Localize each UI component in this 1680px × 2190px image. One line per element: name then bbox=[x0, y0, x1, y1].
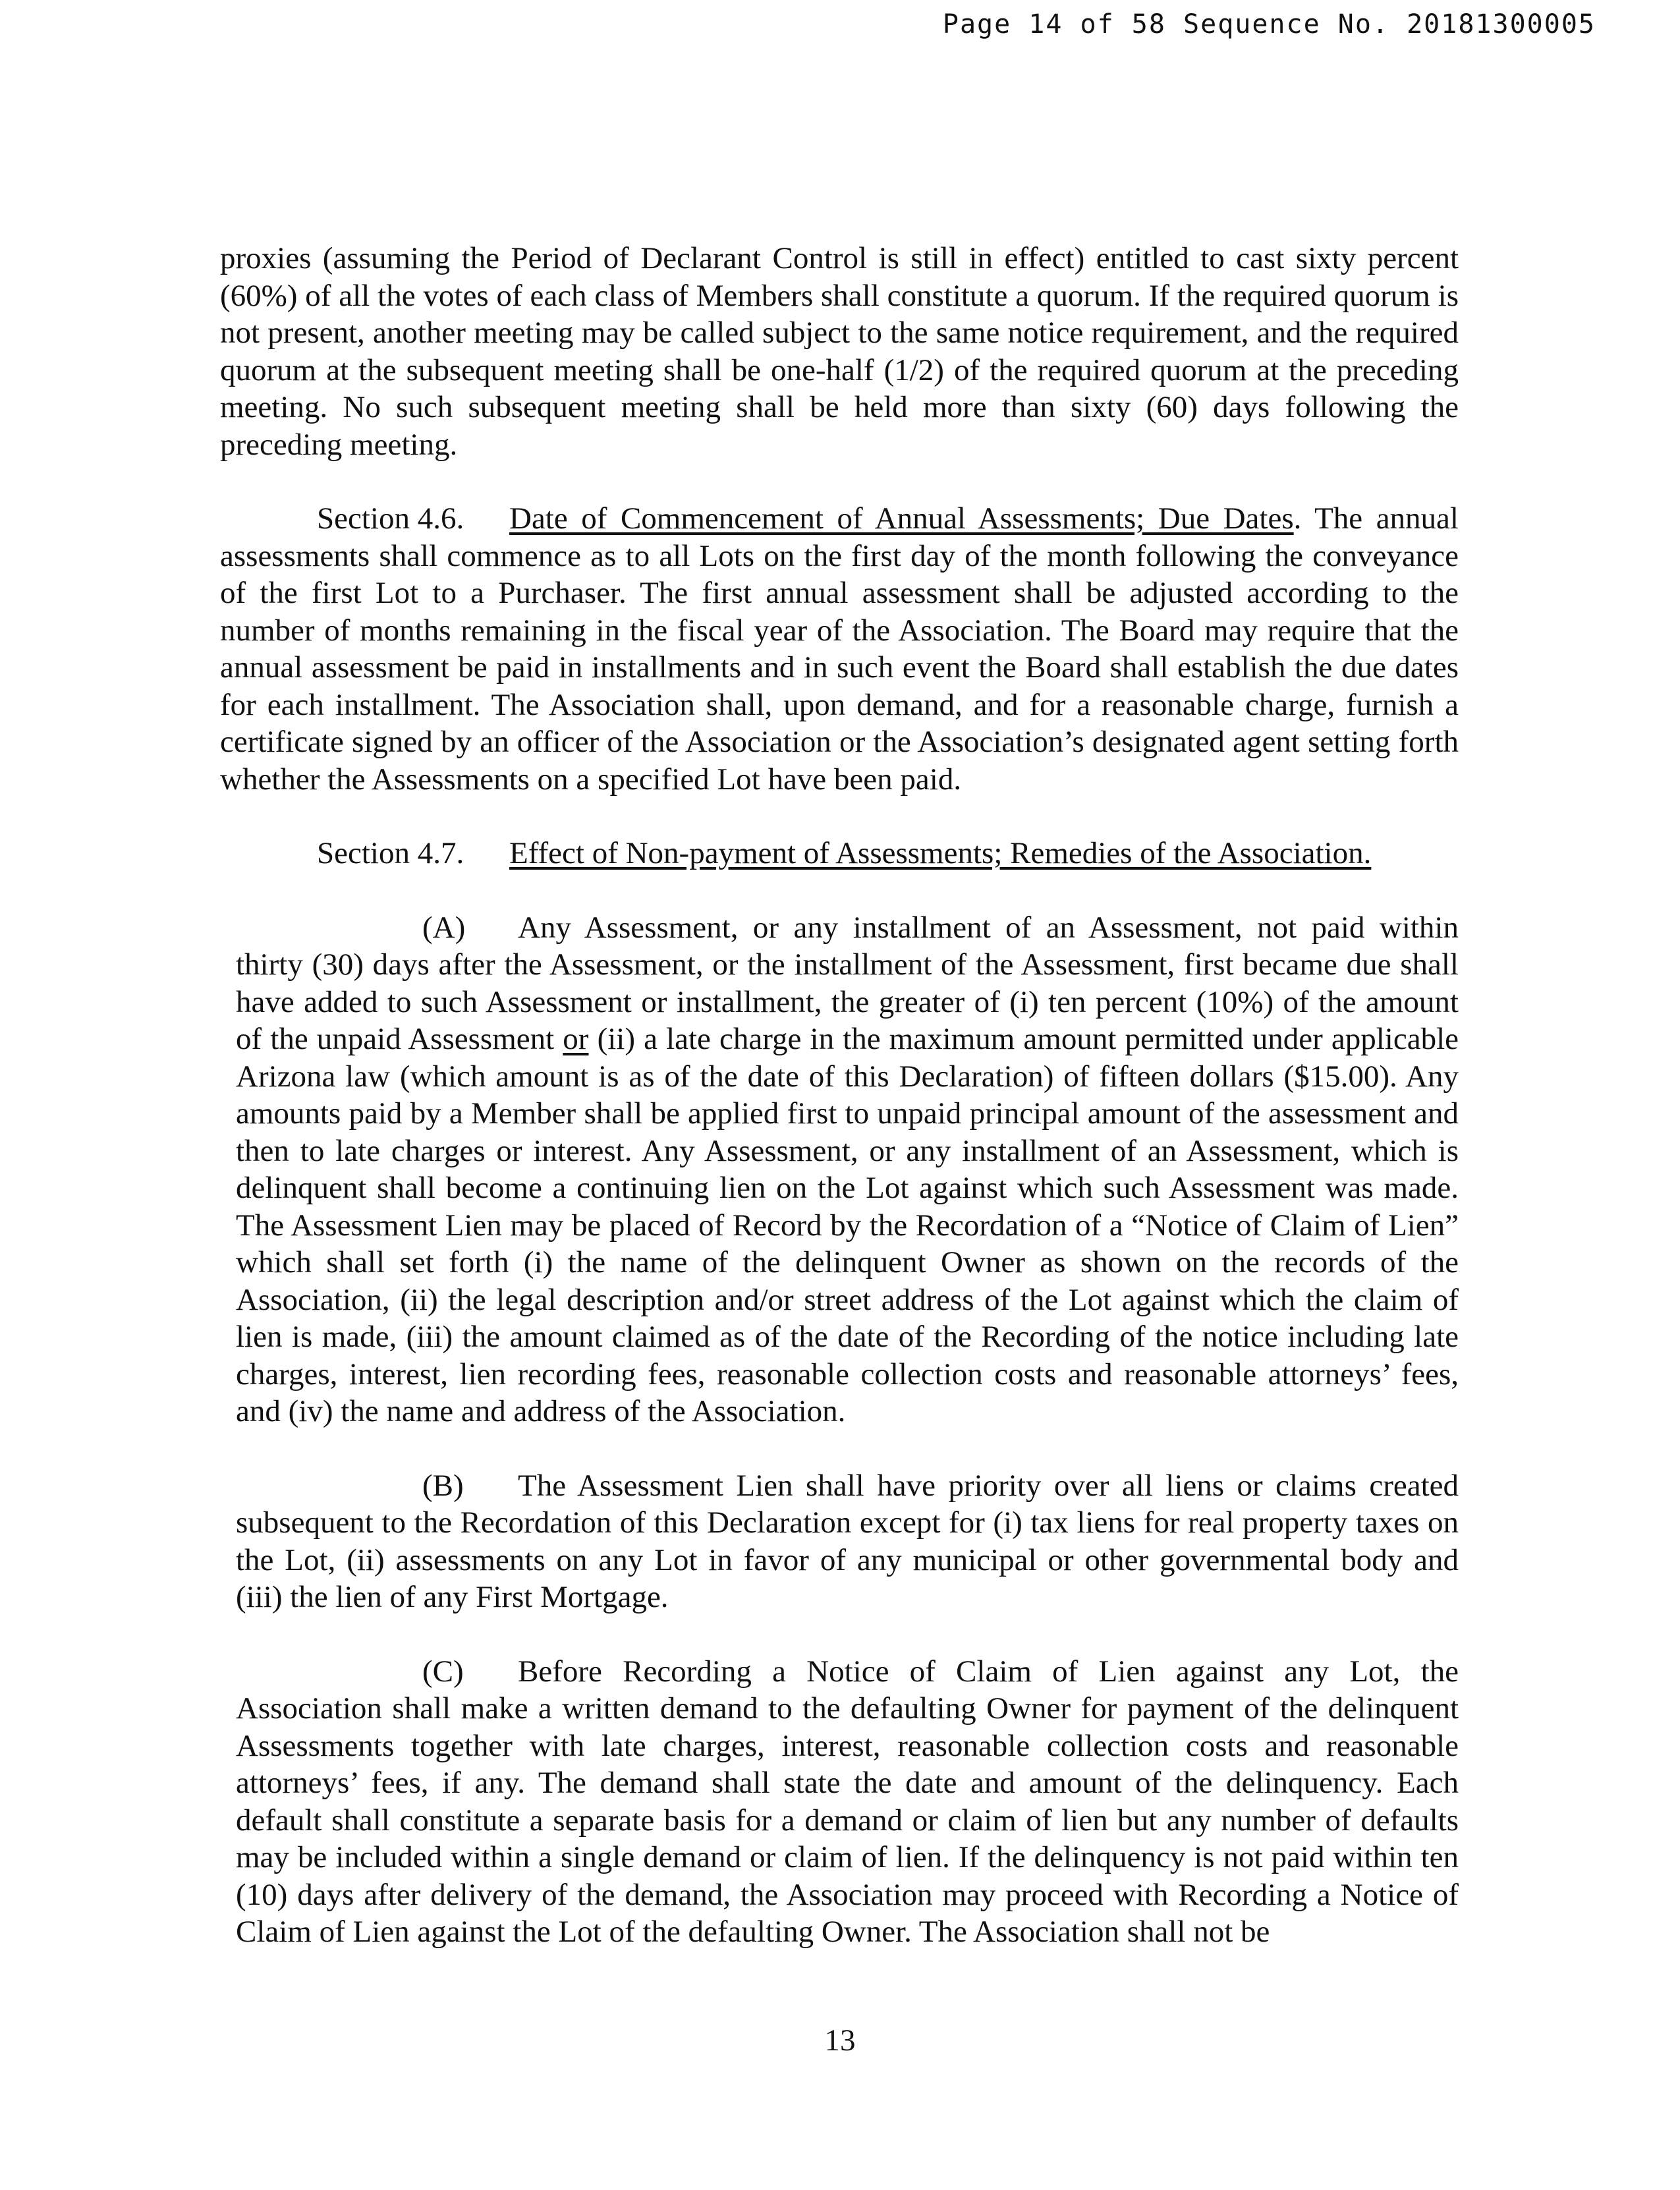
section-4-7-heading bbox=[317, 835, 1459, 872]
section-4-6-title: Date of Commencement of Annual Assessments; Due Dates bbox=[509, 501, 1294, 536]
section-4-7-title: Effect of Non-payment of Assessments; Remedies of the Association. bbox=[509, 836, 1372, 870]
subsection-b-text: The Assessment Lien shall have priority over all liens or claims created subsequent to the Recordation of this Declaration except for (i) tax liens for real property taxes on the Lot, (ii) assessments on any Lot in favor of any municipal or other governmental body and (iii) the lien of any First Mortgage. bbox=[236, 1468, 1459, 1614]
section-4-6-number: Section 4.6. bbox=[317, 501, 464, 536]
subsection-c-label: (C) bbox=[422, 1654, 464, 1689]
section-4-7-number: Section 4.7. bbox=[317, 836, 464, 870]
section-4-6-body: . The annual assessments shall commence as to all Lots on the first day of the month following the conveyance of the first Lot to a Purchaser. The first annual assessment shall be adjusted according to the number of months remaining in the fiscal year of the Association. The Board may require that the annual assessment be paid in installments and in such event the Board shall establish the due dates for each installment. The Association shall, upon demand, and for a reasonable charge, furnish a certificate signed by an officer of the Association or the Association’s designated agent setting forth whether the Assessments on a specified Lot have been paid. bbox=[220, 501, 1459, 797]
subsection-a bbox=[236, 909, 1459, 1430]
subsection-a-text-2: (ii) a late charge in the maximum amount permitted under applicable Arizona law (which amount is as of the date of this Declaration) of fifteen dollars ($15.00). Any amounts paid by a Member shall be applied first to unpaid principal amount of the assessment and then to late charges or interest. Any Assessment, or any installment of an Assessment, which is delinquent shall become a continuing lien on the Lot against which such Assessment was made. The Assessment Lien may be placed of Record by the Recordation of a “Notice of Claim of Lien” which shall set forth (i) the name of the delinquent Owner as shown on the records of the Association, (ii) the legal description and/or street address of the Lot against which the claim of lien is made, (iii) the amount claimed as of the date of the Recording of the notice including late charges, interest, lien recording fees, reasonable collection costs and reasonable attorneys’ fees, and (iv) the name and address of the Association. bbox=[236, 1022, 1459, 1428]
section-4-6 bbox=[220, 500, 1459, 798]
subsection-c-text: Before Recording a Notice of Claim of Lien against any Lot, the Association shall make a written demand to the defaulting Owner for payment of the delinquent Assessments together with late charges, interest, reasonable collection costs and reasonable attorneys’ fees, if any. The demand shall state the date and amount of the delinquency. Each default shall constitute a separate basis for a demand or claim of lien but any number of defaults may be included within a single demand or claim of lien. If the delinquency is not paid within ten (10) days after delivery of the demand, the Association may proceed with Recording a Notice of Claim of Lien against the Lot of the defaulting Owner. The Association shall not be bbox=[236, 1654, 1459, 1949]
paragraph-continuation: proxies (assuming the Period of Declarant Control is still in effect) entitled to cast sixty percent (60%) of all the votes of each class of Members shall constitute a quorum. If the required quorum is not present, another meeting may be called subject to the same notice requirement, and the required quorum at the subsequent meeting shall be one-half (1/2) of the required quorum at the preceding meeting. No such subsequent meeting shall be held more than sixty (60) days following the preceding meeting. bbox=[220, 241, 1459, 462]
subsection-b bbox=[236, 1467, 1459, 1616]
subsection-a-text-1: Any Assessment, or any installment of an Assessment, not paid within thirty (30) days after the Assessment, or the installment of the Assessment, first became due shall have added to such Assessment or installment, the greater of (i) ten percent (10%) of the amount of the unpaid Assessment bbox=[236, 910, 1459, 1056]
document-body bbox=[220, 240, 1459, 1951]
subsection-a-label: (A) bbox=[422, 910, 466, 945]
subsection-a-underlined-or: or bbox=[563, 1022, 589, 1056]
page-header: Page 14 of 58 Sequence No. 20181300005 bbox=[942, 9, 1596, 40]
subsection-b-label: (B) bbox=[422, 1468, 464, 1503]
page-number: 13 bbox=[824, 2023, 856, 2058]
subsection-c bbox=[236, 1653, 1459, 1951]
